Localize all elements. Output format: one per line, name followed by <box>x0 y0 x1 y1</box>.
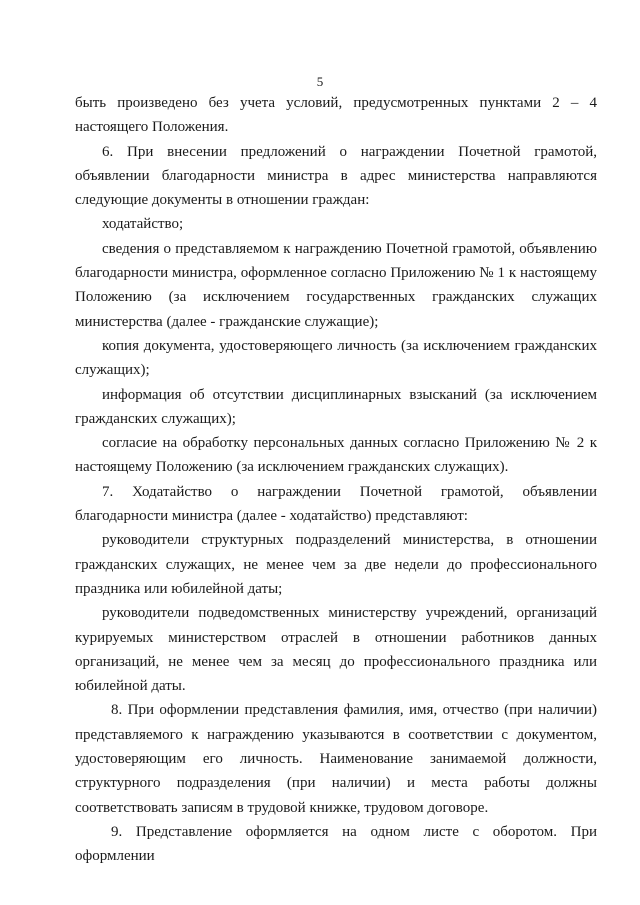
paragraph-institution-heads: руководители подведомственных министерству учреждений, организаций курируемых министерством отраслей в отношении работников данных организаций, не менее чем за месяц до профессионального праздника или юбилейной даты. <box>75 605 597 695</box>
paragraph-item-6: 6. При внесении предложений о награждении Почетной грамотой, объявлении благодарности министра в адрес министерства направляются следующие документы в отношении граждан: <box>75 143 597 209</box>
paragraph-item-7: 7. Ходатайство о награждении Почетной грамотой, объявлении благодарности министра (далее - ходатайство) представляют: <box>75 483 597 525</box>
paragraph-item-8: 8. При оформлении представления фамилия, имя, отчество (при наличии) представляемого к награждению указываются в соответствии с документом, удостоверяющим его личность. Наименование занимаемой должности, структурного подразделения (при наличии) и места работы должны соответствовать записям в трудовой книжке, трудовом договоре. <box>75 702 597 816</box>
paragraph-continuation: быть произведено без учета условий, предусмотренных пунктами 2 – 4 настоящего Положения. <box>75 95 597 136</box>
paragraph-petition: ходатайство; <box>102 216 184 233</box>
paragraph-consent: согласие на обработку персональных данных согласно Приложению № 2 к настоящему Положению (за исключением гражданских служащих). <box>75 435 597 476</box>
paragraph-disciplinary-info: информация об отсутствии дисциплинарных взысканий (за исключением гражданских служащих); <box>75 386 597 427</box>
page-number: 5 <box>316 74 324 89</box>
paragraph-item-9: 9. Представление оформляется на одном листе с оборотом. При оформлении <box>75 823 597 865</box>
paragraph-nominee-info: сведения о представляемом к награждению Почетной грамотой, объявлению благодарности министра, оформленное согласно Приложению № 1 к настоящему Положению (за исключением государственных гражданских служащих министерства (далее - гражданские служащие); <box>75 240 597 330</box>
paragraph-id-copy: копия документа, удостоверяющего личность (за исключением гражданских служащих); <box>75 337 597 379</box>
paragraph-unit-heads: руководители структурных подразделений министерства, в отношении гражданских служащих, не менее чем за две недели до профессионального праздника или юбилейной даты; <box>75 532 597 597</box>
document-text <box>75 91 597 869</box>
